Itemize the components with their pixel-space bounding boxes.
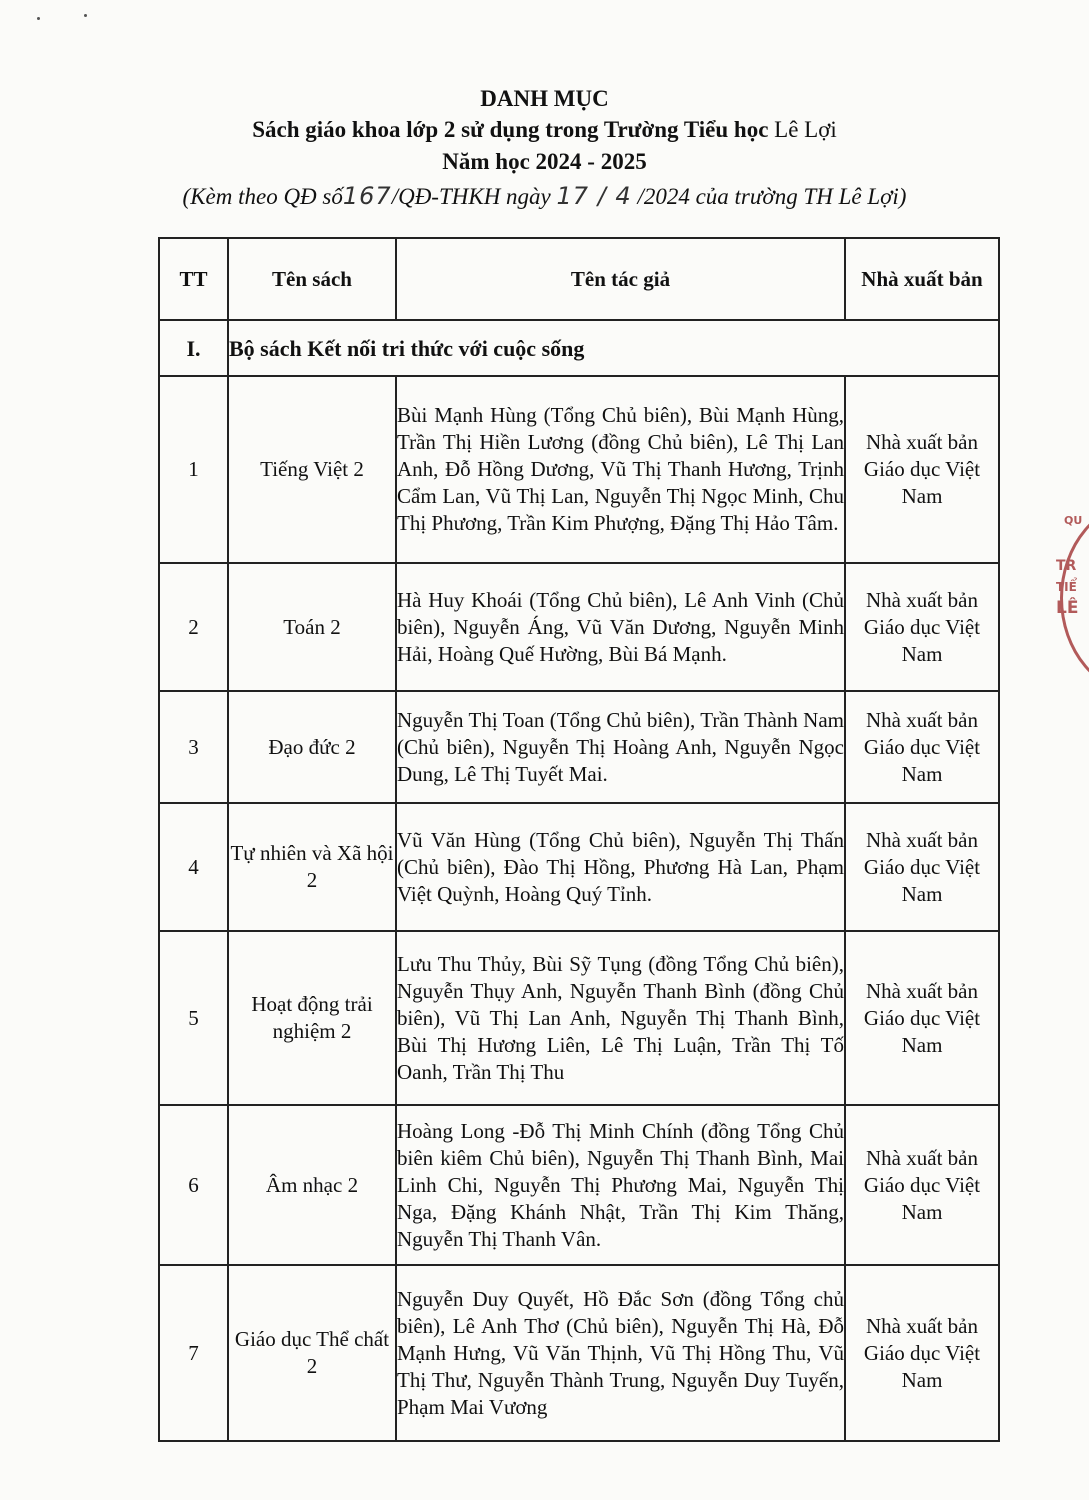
subtitle-bold: Sách giáo khoa lớp 2 sử dụng trong Trường Tiểu học [252,117,769,142]
row-number: 2 [159,563,228,691]
section-row [159,320,999,376]
book-name: Hoạt động trải nghiệm 2 [228,931,396,1105]
decision-note [0,178,1089,215]
book-publisher: Nhà xuất bản Giáo dục Việt Nam [845,803,999,931]
book-name: Tiếng Việt 2 [228,376,396,563]
book-authors: Lưu Thu Thủy, Bùi Sỹ Tụng (đồng Tổng Chủ biên), Nguyễn Thụy Anh, Nguyễn Thanh Bình (đồng Chủ biên), Vũ Thị Lan Anh, Nguyễn Thị Thanh Bình, Bùi Thị Hương Liên, Lê Thị Luận, Trần Thị Tố Oanh, Trần Thị Thu [396,931,845,1105]
subtitle-school: Lê Lợi [774,117,837,142]
header-book-name: Tên sách [228,238,396,320]
row-number: 6 [159,1105,228,1265]
note-prefix: (Kèm theo QĐ số [182,184,343,209]
row-number: 3 [159,691,228,803]
book-name: Giáo dục Thể chất 2 [228,1265,396,1441]
header-tt: TT [159,238,228,320]
table-row [159,1105,999,1265]
row-number: 1 [159,376,228,563]
table-header-row [159,238,999,320]
book-authors: Nguyễn Thị Toan (Tổng Chủ biên), Trần Thành Nam (Chủ biên), Nguyễn Thị Hoàng Anh, Nguyễn Ngọc Dung, Lê Thị Tuyết Mai. [396,691,845,803]
book-authors: Bùi Mạnh Hùng (Tổng Chủ biên), Bùi Mạnh Hùng, Trần Thị Hiền Lương (đồng Chủ biên), Lê Thị Lan Anh, Đỗ Hồng Dương, Vũ Thị Thanh Hương, Trịnh Cẩm Lan, Vũ Thị Lan, Nguyễn Thị Ngọc Minh, Chu Thị Phương, Trần Kim Phượng, Đặng Thị Hảo Tâm. [396,376,845,563]
header-publisher: Nhà xuất bản [845,238,999,320]
document-subtitle [0,114,1089,146]
scan-speck [37,17,40,20]
book-authors: Hà Huy Khoái (Tổng Chủ biên), Lê Anh Vinh (Chủ biên), Nguyễn Áng, Vũ Văn Dương, Nguyễn Minh Hải, Hoàng Quế Hường, Bùi Bá Mạnh. [396,563,845,691]
book-authors: Vũ Văn Hùng (Tổng Chủ biên), Nguyễn Thị Thấn (Chủ biên), Đào Thị Hồng, Phương Hà Lan, Phạm Việt Quỳnh, Hoàng Quý Tỉnh. [396,803,845,931]
table-row [159,1265,999,1441]
note-mid: /QĐ-THKH ngày [391,184,551,209]
book-name: Toán 2 [228,563,396,691]
handwritten-date: 17 / 4 [556,182,632,210]
book-authors: Nguyễn Duy Quyết, Hồ Đắc Sơn (đồng Tổng chủ biên), Lê Anh Thơ (Chủ biên), Nguyễn Thị Hà, Đỗ Mạnh Hưng, Vũ Văn Thịnh, Vũ Thị Hồng Thu, Vũ Thị Thư, Nguyễn Thành Trung, Nguyễn Duy Tuyến, Phạm Mai Vương [396,1265,845,1441]
table-row [159,691,999,803]
table-row [159,376,999,563]
header-authors: Tên tác giả [396,238,845,320]
scan-speck [84,14,87,17]
book-publisher: Nhà xuất bản Giáo dục Việt Nam [845,563,999,691]
row-number: 4 [159,803,228,931]
book-publisher: Nhà xuất bản Giáo dục Việt Nam [845,931,999,1105]
stamp-text: TR [1056,558,1077,574]
table-row [159,563,999,691]
book-publisher: Nhà xuất bản Giáo dục Việt Nam [845,1265,999,1441]
section-title: Bộ sách Kết nối tri thức với cuộc sống [228,320,999,376]
book-publisher: Nhà xuất bản Giáo dục Việt Nam [845,1105,999,1265]
textbook-table [158,237,1000,1442]
book-publisher: Nhà xuất bản Giáo dục Việt Nam [845,691,999,803]
school-stamp [1040,500,1089,700]
row-number: 7 [159,1265,228,1441]
book-authors: Hoàng Long -Đỗ Thị Minh Chính (đồng Tổng Chủ biên kiêm Chủ biên), Nguyễn Thị Thanh Bình, Mai Linh Chi, Nguyễn Thị Phương Mai, Nguyễn Thị Nga, Đặng Khánh Nhật, Trần Thị Kim Thăng, Nguyễn Thị Thanh Vân. [396,1105,845,1265]
book-name: Tự nhiên và Xã hội 2 [228,803,396,931]
document-title: DANH MỤC [480,86,609,111]
table-row [159,803,999,931]
note-suffix: /2024 của trường TH Lê Lợi) [637,184,907,209]
section-number: I. [159,320,228,376]
stamp-text: LÊ [1056,598,1079,618]
stamp-text: QU [1064,514,1083,527]
school-year: Năm học 2024 - 2025 [442,149,647,174]
row-number: 5 [159,931,228,1105]
stamp-text: TIỂ [1056,580,1077,594]
document-header [0,84,1089,215]
book-publisher: Nhà xuất bản Giáo dục Việt Nam [845,376,999,563]
handwritten-number: 167 [342,182,392,210]
table-row [159,931,999,1105]
book-name: Âm nhạc 2 [228,1105,396,1265]
book-name: Đạo đức 2 [228,691,396,803]
